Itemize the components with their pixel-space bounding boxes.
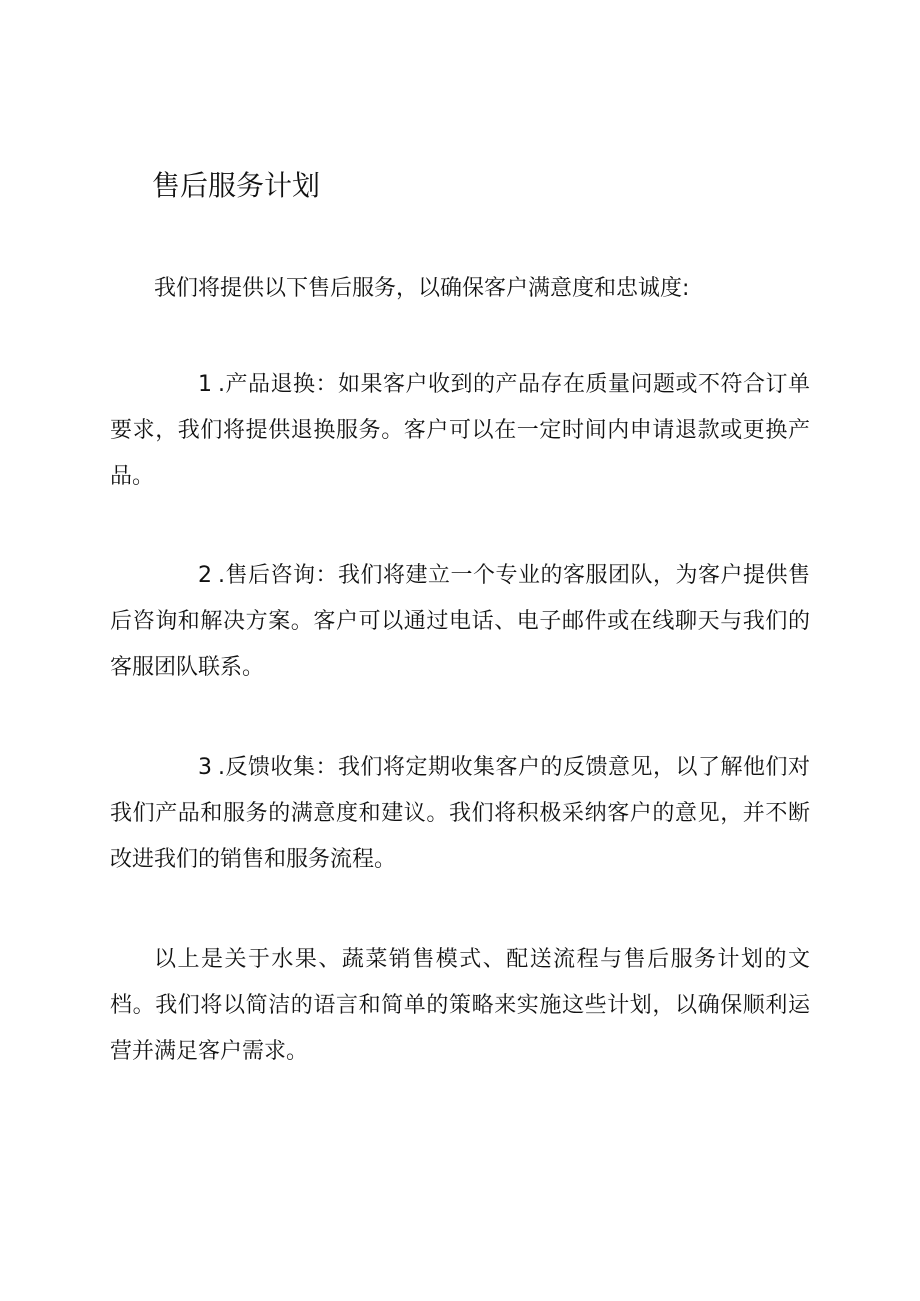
item-number: 1: [198, 372, 212, 397]
intro-paragraph: 我们将提供以下售后服务，以确保客户满意度和忠诚度:: [154, 276, 690, 301]
item-text: .反馈收集：我们将定期收集客户的反馈意见，以了解他们对我们产品和服务的满意度和建议。我们将积极采纳客户的意见，并不断改进我们的销售和服务流程。: [110, 755, 810, 872]
service-item-product-exchange: [110, 362, 810, 500]
item-text: .产品退换：如果客户收到的产品存在质量问题或不符合订单要求，我们将提供退换服务。客户可以在一定时间内申请退款或更换产品。: [110, 372, 810, 489]
item-number: 3: [198, 755, 212, 780]
conclusion-paragraph: 以上是关于水果、蔬菜销售模式、配送流程与售后服务计划的文档。我们将以简洁的语言和简单的策略来实施这些计划，以确保顺利运营并满足客户需求。: [110, 947, 810, 1064]
document-title: 售后服务计划: [152, 169, 321, 202]
item-text: .售后咨询：我们将建立一个专业的客服团队，为客户提供售后咨询和解决方案。客户可以通过电话、电子邮件或在线聊天与我们的客服团队联系。: [110, 563, 810, 680]
item-number: 2: [198, 563, 212, 588]
service-item-feedback-collection: [110, 745, 810, 883]
service-item-after-sales-consulting: [110, 553, 810, 691]
